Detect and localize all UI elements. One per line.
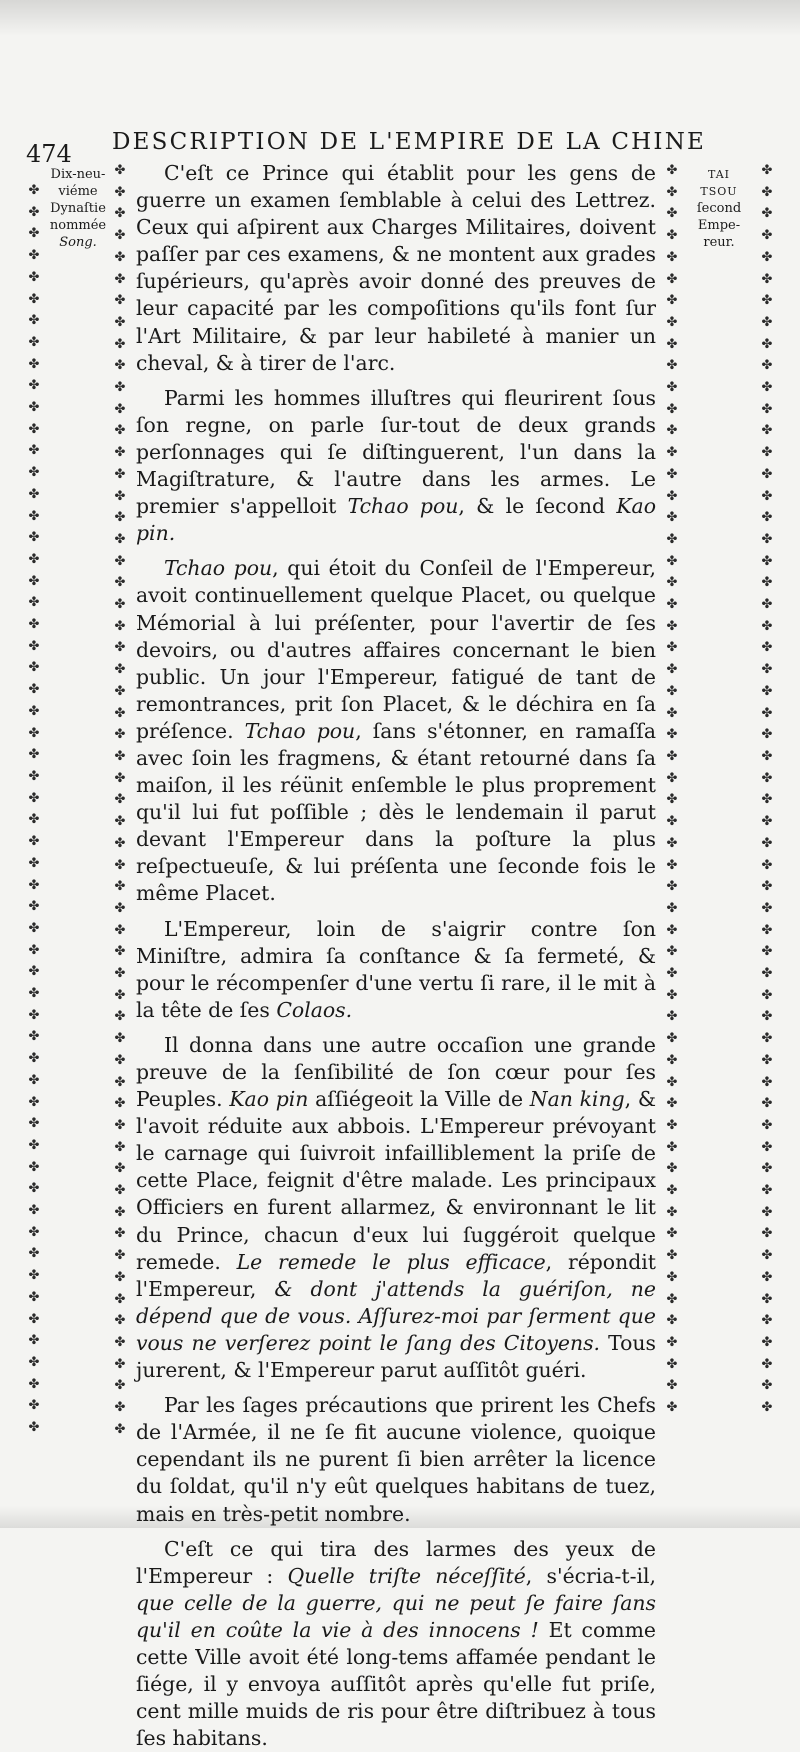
left-margin-line: Dynaſtie xyxy=(50,201,106,216)
text-run: L'Empereur, loin de s'aigrir contre ſon Miniſtre, admira ſa conſtance & ſa fermeté, & pour le récompenſer d'une vertu ſi rare, il le mit à la tête de ſes xyxy=(136,916,656,1022)
text-run: , qui étoit du Conſeil de l'Empereur, avoit continuellement quelque Placet, ou quelque Mémorial à lui préſenter, pour l'avertir de ſes devoirs, ou d'autres affaires concernant le bien public. Un jour l'Empereur, fatigué de tant de remontrances, prit ſon Placet, & le déchira en ſa préſence. xyxy=(136,556,656,743)
right-margin-line: Empe- xyxy=(697,218,741,233)
text-run: , s'écria-t-il, xyxy=(525,1563,656,1588)
page-top-edge xyxy=(0,0,800,36)
left-margin-line: viéme xyxy=(58,184,98,199)
text-run: , & l'avoit réduite aux abbois. L'Empereur prévoyant le carnage qui ſuivroit infailliblement la priſe de cette Place, feignit d'être malade. Les principaux Officiers en furent allarmez, & environnant le lit du Prince, chacun d'eux lui ſuggéroit quelque remede. xyxy=(136,1087,657,1274)
left-margin-line: Dix-neu- xyxy=(50,167,106,182)
right-margin-note xyxy=(678,166,760,251)
italic-name: Kao pin xyxy=(229,1087,309,1112)
text-run: , & le ſecond xyxy=(458,494,617,519)
italic-quote: & dont j'attends la guériſon, ne dépend que de vous. Aſſurez-moi par ſerment que vous ne verſerez point le ſang des Citoyens. xyxy=(136,1276,656,1355)
text-run: Et comme cette Ville avoit été long-tems affamée pendant le ſiége, il y envoya auſſitôt après qu'elle fut priſe, cent mille muids de ris pour être diſtribuez à tous ſes habitans. xyxy=(136,1617,656,1751)
paragraph xyxy=(136,555,656,907)
text-run: , ſans s'étonner, en ramaſſa avec ſoin les fragmens, & étant retourné dans ſa maiſon, il les réünit enſemble le plus proprement qu'il lui fut poſſible ; dès le lendemain il parut devant l'Empereur dans la poſture la plus reſpectueuſe, & lui préſenta une ſeconde fois le même Placet. xyxy=(136,718,656,906)
paragraph xyxy=(136,385,656,548)
right-margin-line: TAI xyxy=(707,168,731,181)
left-margin-line: Song. xyxy=(59,235,97,250)
right-inner-ornament-rule: ✤ ✤ ✤ ✤ ✤ ✤ ✤ ✤ ✤ ✤ ✤ ✤ ✤ ✤ ✤ ✤ ✤ ✤ ✤ ✤ ✤ ✤ ✤ ✤ ✤ ✤ ✤ ✤ ✤ ✤ ✤ ✤ ✤ ✤ ✤ ✤ ✤ ✤ ✤ ✤ ✤ ✤ ✤ ✤ ✤ ✤ ✤ ✤ ✤ ✤ ✤ ✤ ✤ ✤ ✤ ✤ ✤ ✤ xyxy=(666,163,678,1416)
text-run: Tous jurerent, & l'Empereur parut auſſitôt guéri. xyxy=(136,1330,656,1383)
paragraph xyxy=(136,160,656,377)
text-run: aſſiégeoit la Ville de xyxy=(308,1087,530,1112)
text-run: C'eſt ce Prince qui établit pour les gens de guerre un examen ſemblable à celui des Lettrez. Ceux qui aſpirent aux Charges Militaires, doivent paſſer par ces examens, & ne montent aux grades ſupérieurs, qu'après avoir donné des preuves de leur capacité par les compoſitions qu'ils font ſur l'Art Militaire, & par leur habileté à manier un cheval, & à tirer de l'arc. xyxy=(136,161,656,375)
page-number: 474 xyxy=(26,140,72,168)
left-inner-ornament-rule: ✤ ✤ ✤ ✤ ✤ ✤ ✤ ✤ ✤ ✤ ✤ ✤ ✤ ✤ ✤ ✤ ✤ ✤ ✤ ✤ ✤ ✤ ✤ ✤ ✤ ✤ ✤ ✤ ✤ ✤ ✤ ✤ ✤ ✤ ✤ ✤ ✤ ✤ ✤ ✤ ✤ ✤ ✤ ✤ ✤ ✤ ✤ ✤ ✤ ✤ ✤ ✤ ✤ ✤ ✤ ✤ ✤ ✤ ✤ xyxy=(114,163,126,1437)
text-run: C'eſt ce qui tira des larmes des yeux de l'Empereur : xyxy=(136,1536,656,1588)
left-margin-note xyxy=(42,166,114,251)
right-outer-ornament-rule: ✤ ✤ ✤ ✤ ✤ ✤ ✤ ✤ ✤ ✤ ✤ ✤ ✤ ✤ ✤ ✤ ✤ ✤ ✤ ✤ ✤ ✤ ✤ ✤ ✤ ✤ ✤ ✤ ✤ ✤ ✤ ✤ ✤ ✤ ✤ ✤ ✤ ✤ ✤ ✤ ✤ ✤ ✤ ✤ ✤ ✤ ✤ ✤ ✤ ✤ ✤ ✤ ✤ ✤ ✤ ✤ ✤ ✤ xyxy=(761,163,773,1416)
paragraph xyxy=(136,916,656,1024)
italic-quote: que celle de la guerre, qui ne peut ſe faire ſans qu'il en coûte la vie à des innocens ! xyxy=(136,1590,656,1642)
text-run: Parmi les hommes illuſtres qui fleurirent ſous ſon regne, on parle ſur-tout de deux grands perſonnages qui ſe diſtinguerent, l'un dans la Magiſtrature, & l'autre dans les armes. Le premier s'appelloit xyxy=(136,385,656,519)
paragraph xyxy=(136,1536,656,1752)
text-run: Il donna dans une autre occaſion une grande preuve de la ſenſibilité de ſon cœur pour ſes Peuples. xyxy=(136,1032,656,1112)
italic-name: Tchao pou xyxy=(164,556,273,581)
italic-name: Kao pin. xyxy=(136,494,656,546)
body-text xyxy=(136,160,656,1752)
text-run: , répondit l'Empereur, xyxy=(136,1249,656,1301)
running-head: DESCRIPTION DE L'EMPIRE DE LA CHINE xyxy=(112,129,707,155)
right-margin-line: TSOU xyxy=(700,185,738,198)
italic-name: Nan king xyxy=(529,1087,625,1112)
italic-quote: Le remede le plus efficace xyxy=(236,1249,546,1274)
italic-name: Tchao pou xyxy=(347,494,459,519)
paragraph xyxy=(136,1392,656,1527)
right-margin-line: ſecond xyxy=(696,201,742,216)
text-run: Par les ſages précautions que prirent les Chefs de l'Armée, il ne ſe fit aucune violence, quoique cependant ils ne purent ſi bien arrêter la licence du ſoldat, qu'il n'y eût quelques habitans de tuez, mais en très-petit nombre. xyxy=(136,1393,656,1526)
italic-quote: Quelle triſte néceſſité xyxy=(287,1563,526,1588)
paragraph xyxy=(136,1032,656,1384)
italic-name: Colaos. xyxy=(276,997,353,1022)
left-outer-ornament-rule: ✤ ✤ ✤ ✤ ✤ ✤ ✤ ✤ ✤ ✤ ✤ ✤ ✤ ✤ ✤ ✤ ✤ ✤ ✤ ✤ ✤ ✤ ✤ ✤ ✤ ✤ ✤ ✤ ✤ ✤ ✤ ✤ ✤ ✤ ✤ ✤ ✤ ✤ ✤ ✤ ✤ ✤ ✤ ✤ ✤ ✤ ✤ ✤ ✤ ✤ ✤ ✤ ✤ ✤ ✤ ✤ ✤ ✤ xyxy=(28,183,40,1436)
left-margin-line: nommée xyxy=(49,218,107,233)
italic-name: Tchao pou xyxy=(244,718,356,743)
right-margin-line: reur. xyxy=(703,235,735,250)
